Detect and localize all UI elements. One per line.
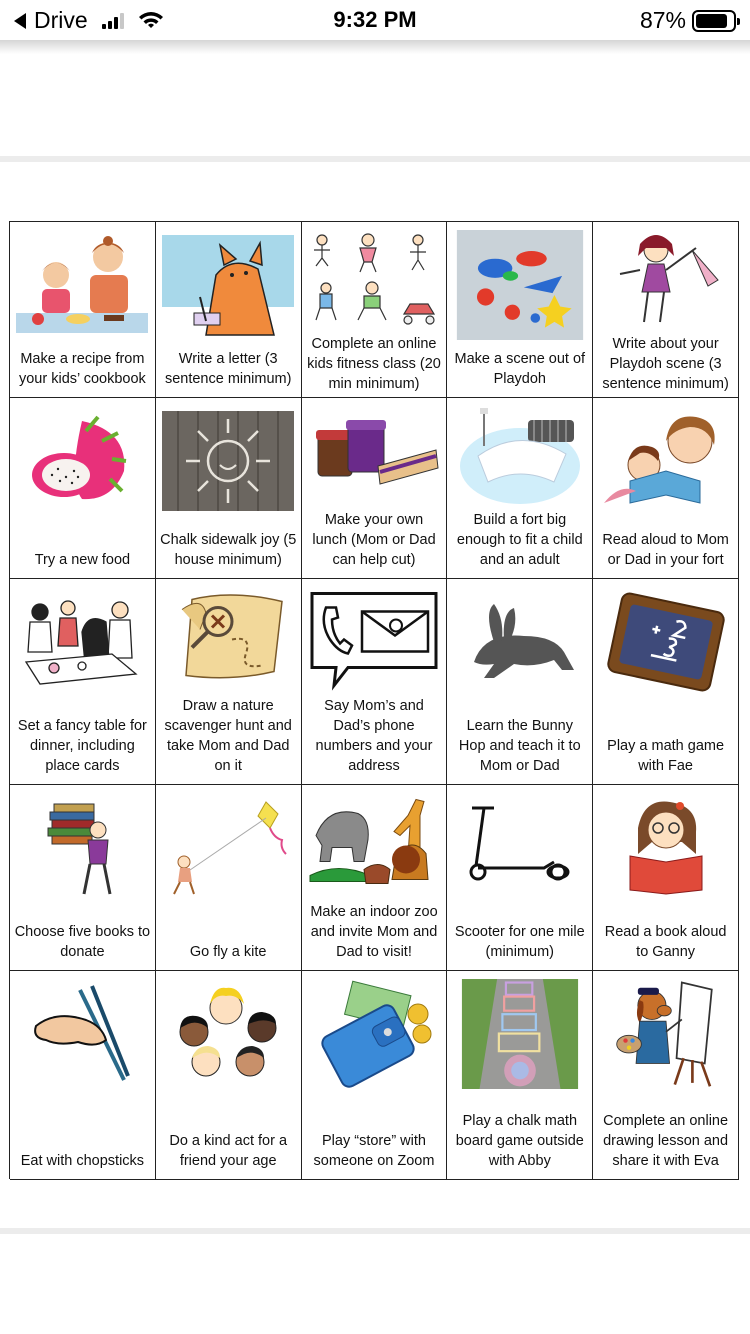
status-bar [0, 0, 750, 40]
activity-cell [447, 785, 593, 971]
activity-label: Make your own lunch (Mom or Dad can help cut) [312, 512, 436, 568]
activity-cell [593, 222, 739, 398]
activity-cell [447, 971, 593, 1180]
activity-cell [10, 579, 156, 785]
activity-cell [156, 785, 302, 971]
activity-label: Read aloud to Mom or Dad in your fort [602, 532, 729, 568]
cat-writing-icon [162, 230, 294, 340]
activity-cell [10, 222, 156, 398]
activity-cell [302, 785, 448, 971]
activity-label: Write a letter (3 sentence minimum) [164, 351, 292, 387]
activity-grid [9, 221, 739, 1179]
activity-label: Play a math game with Fae [607, 738, 725, 774]
activity-label: Say Mom’s and Dad’s phone numbers and your address [315, 698, 433, 774]
activity-label: Eat with chopsticks [20, 1153, 145, 1169]
battery-percent: 87% [639, 7, 686, 33]
activity-label: Learn the Bunny Hop and teach it to Mom or Dad [458, 718, 581, 774]
activity-cell [593, 398, 739, 579]
activity-label: Chalk sidewalk joy (5 house minimum) [160, 532, 297, 568]
activity-cell [156, 398, 302, 579]
kids-exercise-icon [308, 230, 440, 330]
zoo-animals-icon [308, 793, 440, 898]
activity-cell [302, 222, 448, 398]
toolbar-shadow [0, 40, 750, 54]
activity-cell [156, 222, 302, 398]
activity-cell [593, 785, 739, 971]
activity-label: Play a chalk math board game outside with Abby [455, 1113, 584, 1169]
activity-cell [10, 785, 156, 971]
status-time: 9:32 PM [333, 7, 417, 32]
activity-label: Go fly a kite [189, 944, 267, 960]
scooter-icon [454, 793, 586, 903]
reading-together-icon [600, 406, 732, 516]
activity-label: Set a fancy table for dinner, including place cards [17, 718, 147, 774]
activity-label: Make a recipe from your kids’ cookbook [18, 351, 146, 387]
activity-cell [593, 971, 739, 1180]
page-divider [0, 1228, 750, 1234]
girl-pencil-icon [600, 230, 732, 330]
activity-cell [447, 222, 593, 398]
activity-label: Make a scene out of Playdoh [454, 351, 586, 387]
page-divider [0, 156, 750, 162]
dinner-table-icon [16, 587, 148, 697]
friends-circle-icon [162, 979, 294, 1089]
activity-cell [593, 579, 739, 785]
activity-cell [447, 579, 593, 785]
bunny-icon [454, 587, 586, 697]
treasure-map-icon [162, 587, 294, 692]
activity-cell [156, 579, 302, 785]
activity-label: Make an indoor zoo and invite Mom and Dad to visit! [310, 904, 438, 960]
dragonfruit-icon [16, 406, 148, 516]
activity-cell [10, 971, 156, 1180]
phone-mail-icon [308, 587, 440, 692]
activity-label: Play “store” with someone on Zoom [313, 1133, 435, 1169]
kite-icon [162, 793, 294, 903]
sandwich-icon [308, 406, 440, 506]
girl-reading-icon [600, 793, 732, 903]
activity-label: Write about your Playdoh scene (3 sentence minimum) [602, 336, 729, 392]
cooking-icon [16, 230, 148, 340]
activity-cell [156, 971, 302, 1180]
activity-label: Read a book aloud to Ganny [604, 924, 727, 960]
activity-label: Build a fort big enough to fit a child and an adult [456, 512, 583, 568]
back-app-label: Drive [34, 7, 88, 33]
activity-cell [302, 398, 448, 579]
activity-label: Try a new food [34, 552, 131, 568]
activity-label: Draw a nature scavenger hunt and take Mom and Dad on it [164, 698, 292, 774]
playdoh-icon [454, 230, 586, 340]
activity-label: Scooter for one mile (minimum) [454, 924, 585, 960]
wallet-money-icon [308, 979, 440, 1089]
dog-painter-icon [600, 979, 732, 1089]
activity-label: Choose five books to donate [14, 924, 151, 960]
activity-label: Complete an online kids fitness class (20 min minimum) [307, 336, 441, 392]
activity-cell [447, 398, 593, 579]
activity-label: Do a kind act for a friend your age [169, 1133, 288, 1169]
battery-icon [692, 10, 736, 32]
activity-cell [10, 398, 156, 579]
hopscotch-icon [454, 979, 586, 1089]
book-stack-icon [16, 793, 148, 903]
chalkboard-icon [600, 587, 732, 697]
activity-cell [302, 971, 448, 1180]
activity-label: Complete an online drawing lesson and share it with Eva [603, 1113, 729, 1169]
chopsticks-icon [16, 979, 148, 1089]
fort-icon [454, 406, 586, 506]
chalk-sun-icon [162, 406, 294, 516]
activity-cell [302, 579, 448, 785]
